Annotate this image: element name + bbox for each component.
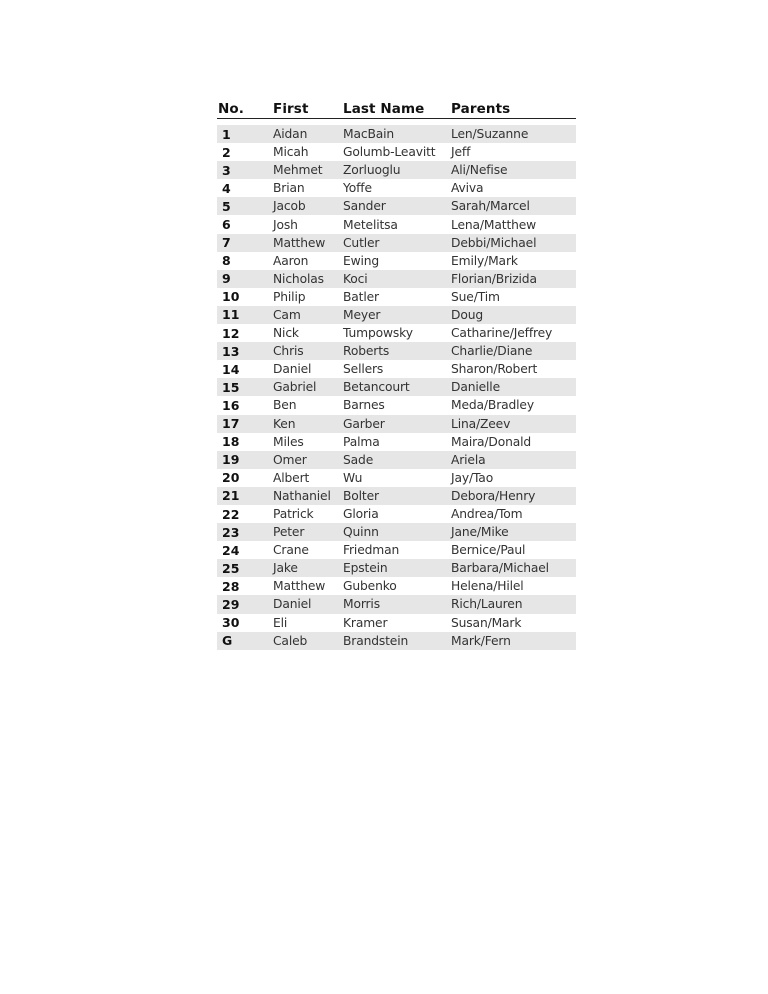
parents-names: Charlie/Diane [451, 344, 533, 359]
header-last-name: Last Name [343, 101, 425, 117]
first-name: Nick [273, 326, 299, 341]
last-name: Barnes [343, 398, 385, 413]
last-name: Palma [343, 434, 380, 449]
table-row [217, 378, 576, 396]
row-number: 16 [222, 397, 240, 413]
table-row [217, 234, 576, 252]
last-name: Friedman [343, 543, 400, 558]
table-row [217, 252, 576, 270]
first-name: Omer [273, 452, 307, 467]
first-name: Nathaniel [273, 488, 331, 503]
row-number: 8 [222, 253, 231, 269]
first-name: Chris [273, 344, 304, 359]
last-name: Morris [343, 597, 380, 612]
row-number: 28 [222, 578, 240, 594]
first-name: Peter [273, 525, 305, 540]
first-name: Albert [273, 470, 310, 485]
last-name: Sellers [343, 362, 384, 377]
first-name: Miles [273, 434, 304, 449]
parents-names: Len/Suzanne [451, 127, 529, 142]
last-name: Yoffe [343, 181, 372, 196]
parents-names: Jay/Tao [451, 470, 494, 485]
table-row [217, 614, 576, 632]
parents-names: Ariela [451, 452, 486, 467]
table-row [217, 415, 576, 433]
table-row [217, 505, 576, 523]
row-number: 2 [222, 144, 231, 160]
table-row [217, 197, 576, 215]
first-name: Brian [273, 181, 305, 196]
row-number: 24 [222, 542, 240, 558]
first-name: Ken [273, 416, 296, 431]
row-number: 15 [222, 379, 240, 395]
row-number: 20 [222, 470, 240, 486]
last-name: Betancourt [343, 380, 410, 395]
first-name: Daniel [273, 597, 312, 612]
header-parents: Parents [451, 101, 511, 117]
parents-names: Doug [451, 307, 483, 322]
row-number: 11 [222, 307, 240, 323]
last-name: Koci [343, 271, 368, 286]
parents-names: Meda/Bradley [451, 398, 534, 413]
last-name: Cutler [343, 235, 380, 250]
last-name: Tumpowsky [343, 326, 413, 341]
parents-names: Florian/Brizida [451, 271, 537, 286]
parents-names: Jane/Mike [451, 525, 509, 540]
table-row [217, 469, 576, 487]
table-row [217, 306, 576, 324]
parents-names: Susan/Mark [451, 615, 522, 630]
row-number: 7 [222, 235, 231, 251]
parents-names: Helena/Hilel [451, 579, 524, 594]
first-name: Patrick [273, 507, 314, 522]
first-name: Daniel [273, 362, 312, 377]
table-row [217, 288, 576, 306]
first-name: Crane [273, 543, 309, 558]
first-name: Aaron [273, 253, 309, 268]
parents-names: Barbara/Michael [451, 561, 549, 576]
table-row [217, 270, 576, 288]
table-row [217, 451, 576, 469]
last-name: Bolter [343, 488, 379, 503]
first-name: Mehmet [273, 163, 323, 178]
last-name: MacBain [343, 127, 395, 142]
parents-names: Bernice/Paul [451, 543, 526, 558]
first-name: Cam [273, 307, 301, 322]
first-name: Nicholas [273, 271, 324, 286]
parents-names: Mark/Fern [451, 633, 511, 648]
row-number: G [222, 633, 233, 649]
roster-table [217, 96, 576, 650]
last-name: Epstein [343, 561, 388, 576]
parents-names: Maira/Donald [451, 434, 532, 449]
row-number: 29 [222, 596, 240, 612]
row-number: 17 [222, 416, 240, 432]
parents-names: Aviva [451, 181, 484, 196]
parents-names: Emily/Mark [451, 253, 518, 268]
table-row [217, 396, 576, 414]
table-body [217, 125, 576, 650]
row-number: 23 [222, 524, 240, 540]
parents-names: Sue/Tim [451, 289, 500, 304]
last-name: Zorluoglu [343, 163, 401, 178]
table-row [217, 559, 576, 577]
last-name: Sade [343, 452, 374, 467]
header-number: No. [218, 101, 245, 117]
row-number: 18 [222, 434, 240, 450]
row-number: 4 [222, 180, 231, 196]
table-row [217, 215, 576, 233]
last-name: Meyer [343, 307, 381, 322]
first-name: Jake [273, 561, 298, 576]
row-number: 13 [222, 343, 240, 359]
last-name: Sander [343, 199, 386, 214]
last-name: Golumb-Leavitt [343, 145, 436, 160]
parents-names: Rich/Lauren [451, 597, 523, 612]
table-row [217, 179, 576, 197]
last-name: Ewing [343, 253, 380, 268]
parents-names: Sharon/Robert [451, 362, 538, 377]
row-number: 5 [222, 198, 231, 214]
table-row [217, 487, 576, 505]
table-row [217, 324, 576, 342]
parents-names: Andrea/Tom [451, 507, 523, 522]
table-row [217, 342, 576, 360]
last-name: Kramer [343, 615, 388, 630]
last-name: Metelitsa [343, 217, 398, 232]
table-row [217, 161, 576, 179]
row-number: 14 [222, 361, 240, 377]
first-name: Eli [273, 615, 288, 630]
table-row [217, 433, 576, 451]
parents-names: Sarah/Marcel [451, 199, 530, 214]
last-name: Garber [343, 416, 385, 431]
table-row [217, 360, 576, 378]
first-name: Aidan [273, 127, 308, 142]
parents-names: Debora/Henry [451, 488, 536, 503]
table-row [217, 595, 576, 613]
row-number: 3 [222, 162, 231, 178]
last-name: Gloria [343, 507, 379, 522]
header-first-name: First [273, 101, 309, 117]
last-name: Brandstein [343, 633, 409, 648]
first-name: Matthew [273, 235, 326, 250]
row-number: 22 [222, 506, 240, 522]
parents-names: Lena/Matthew [451, 217, 537, 232]
last-name: Gubenko [343, 579, 397, 594]
table-row [217, 541, 576, 559]
table-row [217, 577, 576, 595]
row-number: 1 [222, 126, 231, 142]
parents-names: Catharine/Jeffrey [451, 326, 553, 341]
row-number: 6 [222, 217, 231, 233]
table-row [217, 143, 576, 161]
row-number: 21 [222, 488, 240, 504]
last-name: Roberts [343, 344, 390, 359]
table-header [217, 96, 576, 119]
row-number: 9 [222, 271, 231, 287]
first-name: Matthew [273, 579, 326, 594]
row-number: 10 [222, 289, 240, 305]
last-name: Quinn [343, 525, 379, 540]
first-name: Caleb [273, 633, 308, 648]
parents-names: Jeff [451, 145, 471, 160]
first-name: Philip [273, 289, 306, 304]
row-number: 12 [222, 325, 240, 341]
first-name: Jacob [273, 199, 306, 214]
first-name: Micah [273, 145, 309, 160]
table-row [217, 125, 576, 143]
row-number: 25 [222, 560, 240, 576]
first-name: Gabriel [273, 380, 317, 395]
first-name: Josh [273, 217, 298, 232]
table-row [217, 632, 576, 650]
first-name: Ben [273, 398, 297, 413]
parents-names: Ali/Nefise [451, 163, 508, 178]
last-name: Wu [343, 470, 363, 485]
table-row [217, 523, 576, 541]
row-number: 19 [222, 452, 240, 468]
parents-names: Danielle [451, 380, 500, 395]
parents-names: Lina/Zeev [451, 416, 511, 431]
parents-names: Debbi/Michael [451, 235, 537, 250]
row-number: 30 [222, 615, 240, 631]
last-name: Batler [343, 289, 379, 304]
